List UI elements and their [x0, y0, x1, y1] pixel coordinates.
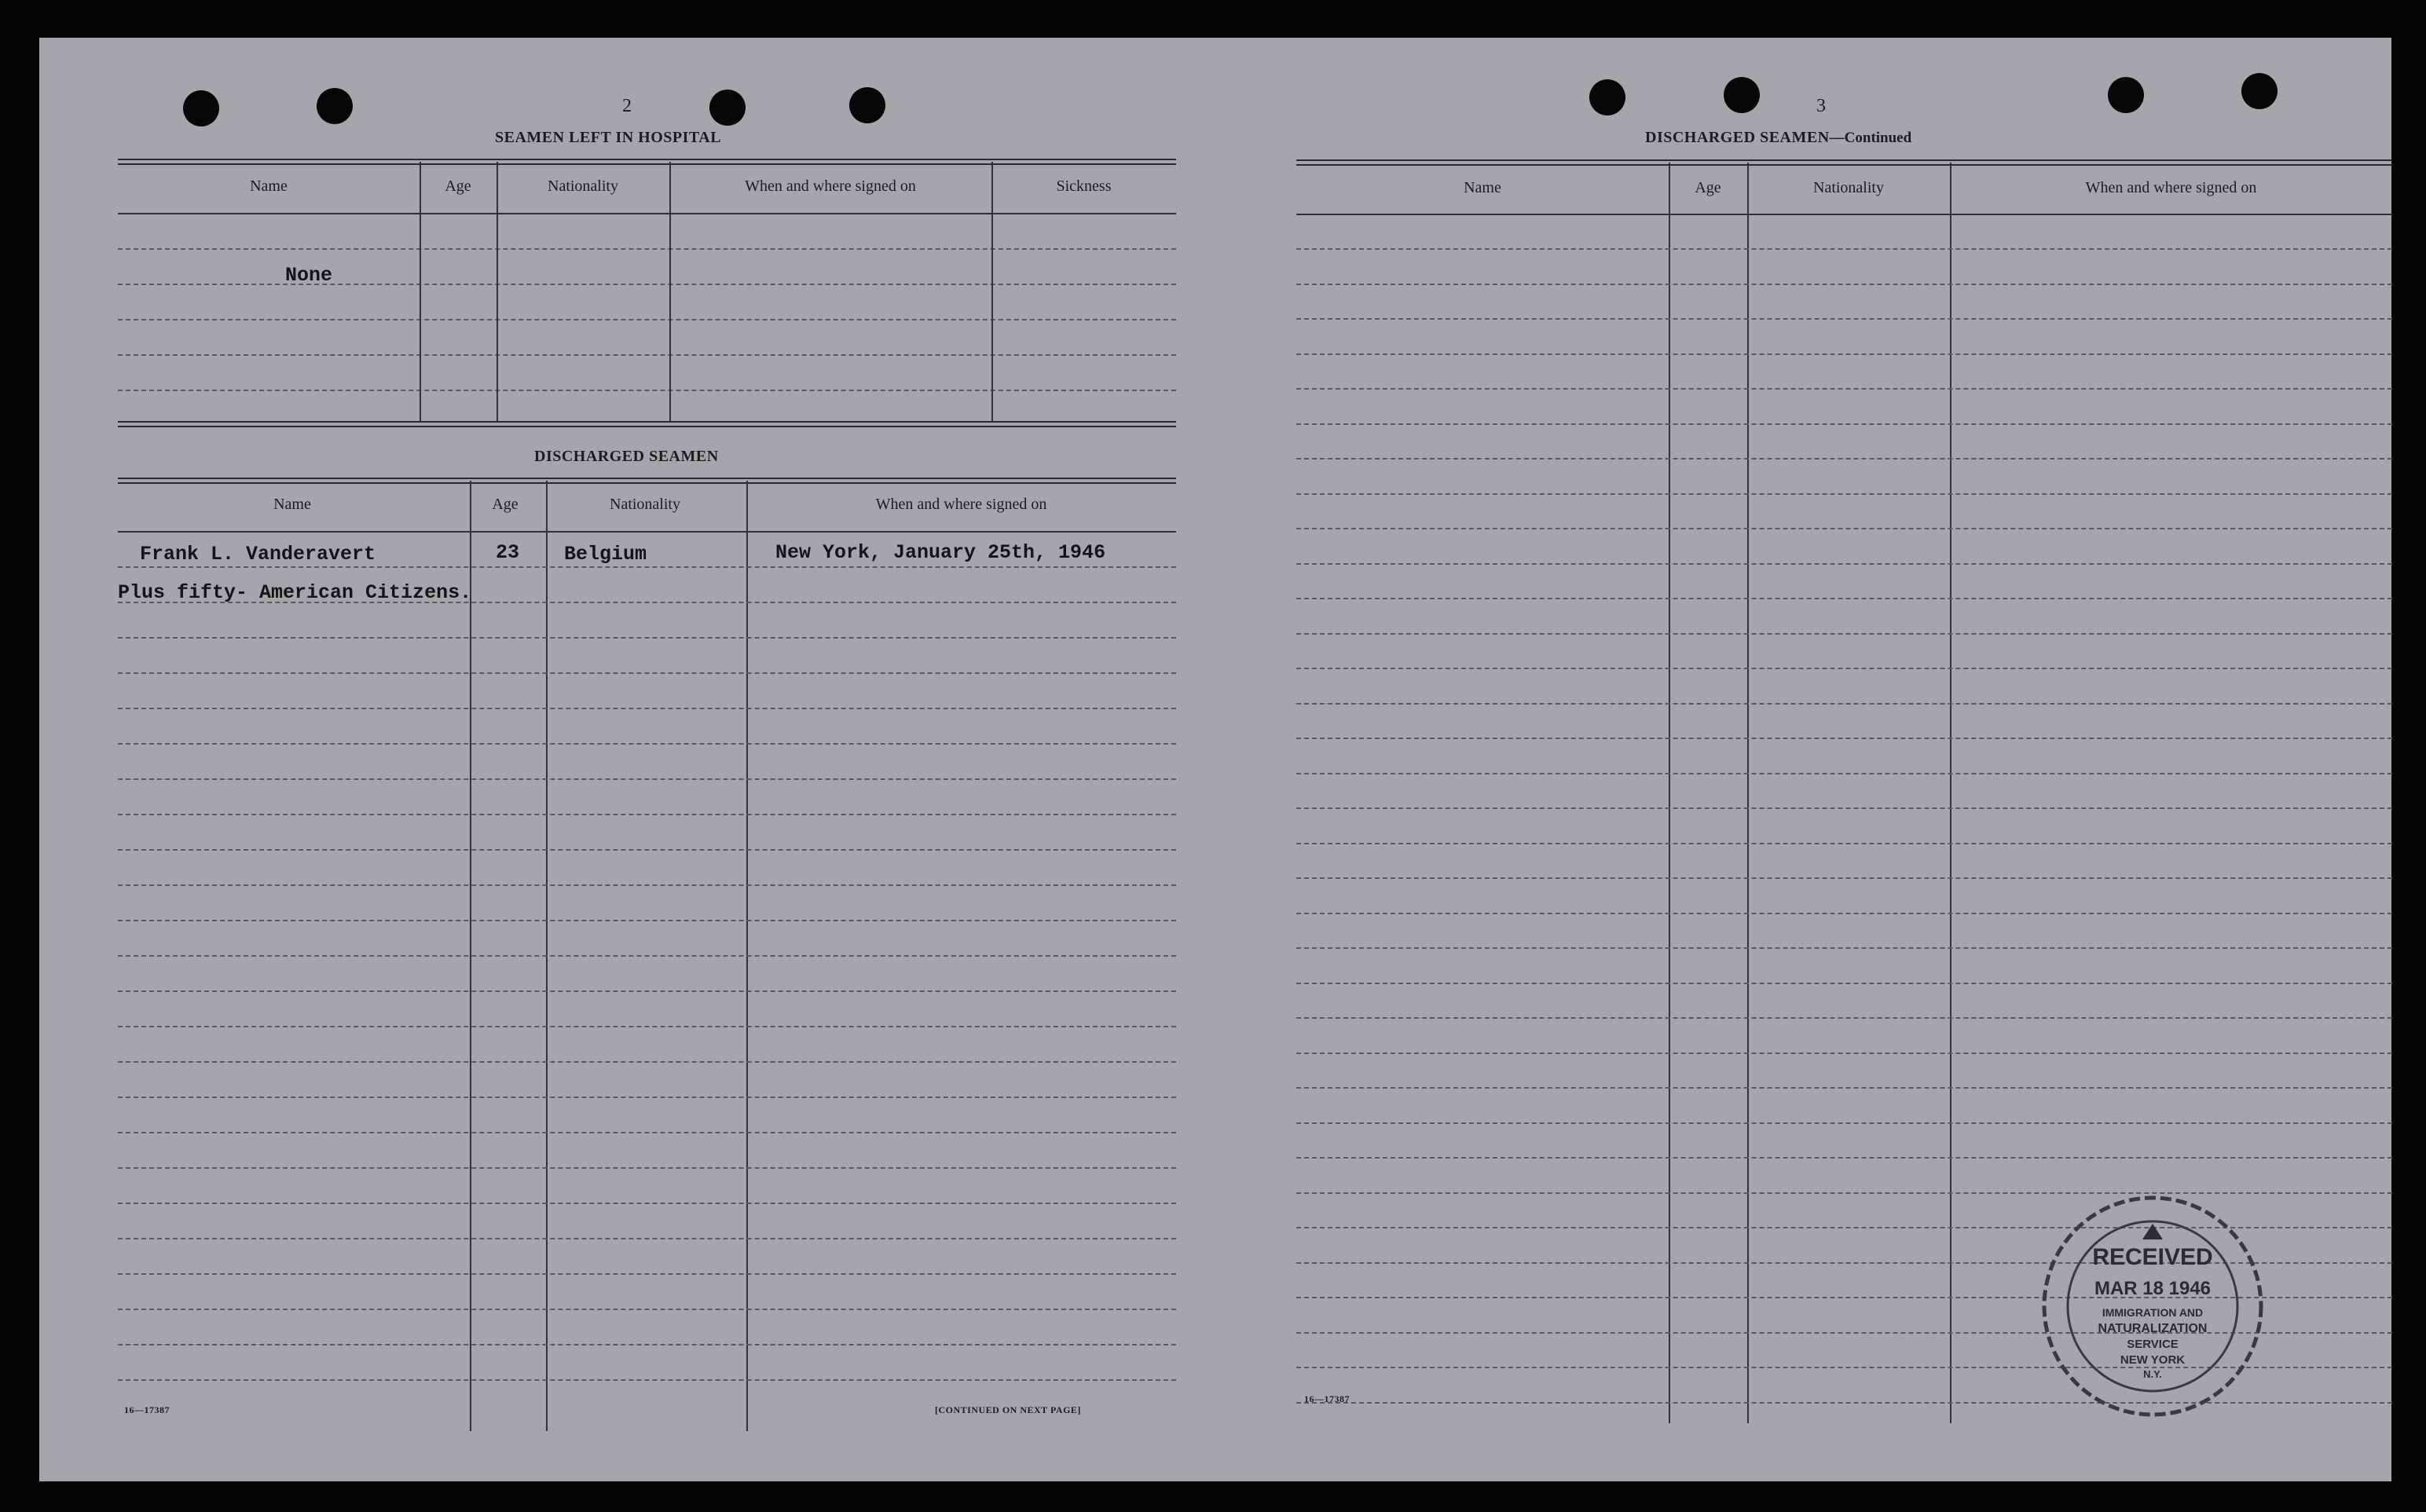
row-rule	[1296, 318, 2392, 320]
continued-col-signed-on: When and where signed on	[2085, 179, 2257, 196]
table-header-rule	[1296, 214, 2392, 215]
row-rule	[118, 708, 1176, 709]
continued-col-nationality: Nationality	[1813, 179, 1884, 196]
row-rule	[118, 1061, 1176, 1063]
hospital-section-title: SEAMEN LEFT IN HOSPITAL	[495, 129, 722, 146]
row-rule	[118, 284, 1176, 285]
stamp-date: MAR 18 1946	[2094, 1278, 2212, 1299]
row-rule	[1296, 877, 2392, 879]
continued-section-title	[1645, 129, 1911, 147]
punch-hole	[1724, 77, 1760, 113]
row-rule	[118, 1203, 1176, 1204]
row-rule	[118, 743, 1176, 745]
document-sheet	[39, 38, 2391, 1481]
row-rule	[118, 920, 1176, 921]
stamp-received: RECEIVED	[2092, 1244, 2213, 1270]
continued-col-age: Age	[1695, 179, 1721, 196]
seaman-nationality: Belgium	[564, 543, 647, 566]
table-header-rule	[118, 531, 1176, 533]
row-rule	[118, 319, 1176, 320]
seaman-age: 23	[495, 541, 520, 564]
row-rule	[1296, 773, 2392, 774]
row-rule	[1296, 248, 2392, 250]
punch-hole	[183, 90, 219, 126]
row-rule	[1296, 598, 2392, 599]
row-rule	[1296, 1122, 2392, 1124]
punch-hole	[709, 90, 746, 126]
row-rule	[1296, 458, 2392, 459]
row-rule	[1296, 388, 2392, 390]
row-rule	[118, 390, 1176, 391]
continued-title-text: DISCHARGED SEAMEN	[1645, 129, 1830, 146]
row-rule	[118, 672, 1176, 674]
row-rule	[118, 849, 1176, 851]
row-rule	[118, 566, 1176, 568]
stamp-new-york: NEW YORK	[2120, 1353, 2186, 1367]
stamp-arrow-icon	[2142, 1224, 2163, 1239]
column-divider	[991, 162, 993, 421]
row-rule	[1296, 633, 2392, 635]
punch-hole	[1589, 79, 1625, 115]
column-divider	[1747, 163, 1749, 1423]
row-rule	[118, 955, 1176, 957]
row-rule	[1296, 528, 2392, 529]
table-header-rule	[118, 213, 1176, 214]
continued-title-suffix: —Continued	[1829, 130, 1912, 146]
row-rule	[1296, 913, 2392, 914]
column-divider	[420, 162, 421, 421]
seaman-signed-on: New York, January 25th, 1946	[775, 541, 1106, 564]
row-rule	[1296, 1053, 2392, 1054]
punch-hole	[2241, 73, 2278, 109]
double-rule	[1296, 159, 2392, 166]
row-rule	[1296, 668, 2392, 669]
row-rule	[1296, 423, 2392, 425]
right-page-number: 3	[1816, 96, 1826, 116]
row-rule	[118, 637, 1176, 639]
row-rule	[118, 1379, 1176, 1381]
column-divider	[1950, 163, 1951, 1423]
discharged-col-age: Age	[492, 496, 519, 513]
row-rule	[1296, 703, 2392, 705]
row-rule	[1296, 983, 2392, 984]
stamp-immigration: IMMIGRATION AND	[2102, 1306, 2204, 1319]
row-rule	[118, 248, 1176, 250]
hospital-col-age: Age	[445, 178, 471, 195]
row-rule	[118, 1026, 1176, 1027]
punch-hole	[849, 87, 885, 123]
column-divider	[1669, 163, 1670, 1423]
stamp-ny: N.Y.	[2143, 1368, 2162, 1380]
continued-col-name: Name	[1464, 179, 1501, 196]
row-rule	[1296, 947, 2392, 949]
left-page-number: 2	[622, 96, 632, 116]
row-rule	[1296, 493, 2392, 495]
left-form-number: 16—17387	[124, 1404, 170, 1415]
row-rule	[118, 354, 1176, 356]
hospital-col-nationality: Nationality	[548, 178, 618, 195]
double-rule	[118, 421, 1176, 427]
punch-hole	[2108, 77, 2144, 113]
row-rule	[118, 1238, 1176, 1239]
continued-note: [CONTINUED ON NEXT PAGE]	[935, 1404, 1081, 1415]
row-rule	[1296, 563, 2392, 565]
double-rule	[118, 478, 1176, 484]
hospital-col-sickness: Sickness	[1056, 178, 1112, 195]
row-rule	[1296, 353, 2392, 355]
row-rule	[118, 778, 1176, 780]
hospital-none-entry: None	[285, 264, 333, 287]
row-rule	[1296, 843, 2392, 844]
discharged-col-signed-on: When and where signed on	[875, 496, 1047, 513]
hospital-col-signed-on: When and where signed on	[745, 178, 916, 195]
row-rule	[118, 884, 1176, 886]
seaman-name: Frank L. Vanderavert	[140, 543, 376, 566]
hospital-col-name: Name	[250, 178, 288, 195]
row-rule	[118, 1167, 1176, 1169]
row-rule	[118, 602, 1176, 603]
american-citizens-note: Plus fifty- American Citizens.	[118, 581, 472, 604]
column-divider	[497, 162, 498, 421]
punch-hole	[317, 88, 353, 124]
right-form-number: 16—17387	[1304, 1393, 1350, 1404]
column-divider	[669, 162, 671, 421]
row-rule	[118, 814, 1176, 815]
received-stamp	[2039, 1192, 2267, 1420]
row-rule	[1296, 738, 2392, 739]
discharged-col-name: Name	[273, 496, 311, 513]
discharged-col-nationality: Nationality	[610, 496, 680, 513]
row-rule	[1296, 807, 2392, 809]
row-rule	[118, 1132, 1176, 1133]
row-rule	[118, 1344, 1176, 1345]
discharged-section-title: DISCHARGED SEAMEN	[534, 448, 719, 465]
row-rule	[1296, 1157, 2392, 1159]
double-rule	[118, 159, 1176, 165]
row-rule	[1296, 1087, 2392, 1089]
row-rule	[118, 1273, 1176, 1275]
row-rule	[1296, 284, 2392, 285]
row-rule	[118, 1096, 1176, 1098]
row-rule	[118, 990, 1176, 992]
row-rule	[1296, 1017, 2392, 1019]
stamp-naturalization: NATURALIZATION	[2098, 1322, 2208, 1335]
row-rule	[118, 1309, 1176, 1310]
stamp-service: SERVICE	[2127, 1338, 2179, 1351]
